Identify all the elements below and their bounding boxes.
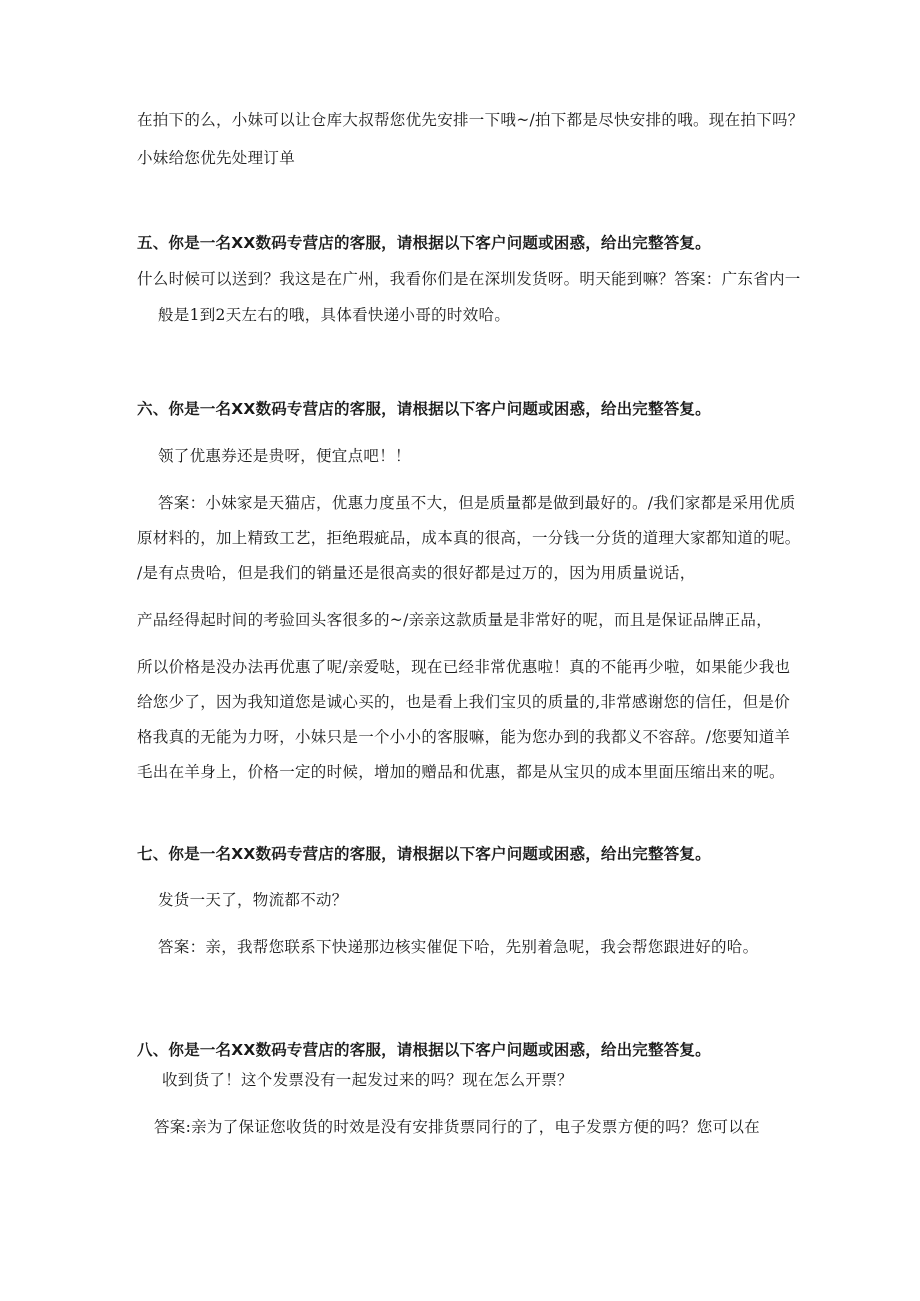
section-6-question: 领了优惠券还是贵呀，便宜点吧！！ <box>158 447 411 465</box>
section-5-heading: 五、你是一名XX数码专营店的客服，请根据以下客户问题或困惑，给出完整答复。 <box>137 234 711 252</box>
section-8-heading: 八、你是一名XX数码专营店的客服，请根据以下客户问题或困惑，给出完整答复。 <box>137 1041 711 1059</box>
section-6-answer-line-8: 毛出在羊身上，价格一定的时候，增加的赠品和优惠，都是从宝贝的成本里面压缩出来的呢。 <box>137 763 785 781</box>
intro-line-2: 小妹给您优先处理订单 <box>137 149 296 167</box>
section-6-answer-line-6: 给您少了，因为我知道您是诚心买的，也是看上我们宝贝的质量的,非常感谢您的信任，但是价 <box>137 693 791 711</box>
section-6-answer-line-3: /是有点贵哈，但是我们的销量还是很高卖的很好都是过万的，因为用质量说话， <box>137 564 696 582</box>
section-5-line-2: 般是1到2天左右的哦，具体看快递小哥的时效哈。 <box>158 306 511 324</box>
section-5-line-1: 什么时候可以送到？我这是在广州，我看你们是在深圳发货呀。明天能到嘛？答案：广东省内一 <box>137 270 801 288</box>
section-8-question: 收到货了！这个发票没有一起发过来的吗？现在怎么开票？ <box>162 1071 573 1089</box>
section-6-answer-line-5: 所以价格是没办法再优惠了呢/亲爱哒，现在已经非常优惠啦！真的不能再少啦，如果能少我也 <box>137 658 791 676</box>
section-6-answer-line-1: 答案：小妹家是天猫店，优惠力度虽不大，但是质量都是做到最好的。/我们家都是采用优质 <box>158 494 796 512</box>
section-6-answer-line-7: 格我真的无能为力呀，小妹只是一个小小的客服嘛，能为您办到的我都义不容辞。/您要知道羊 <box>137 728 791 746</box>
section-6-answer-line-4: 产品经得起时间的考验回头客很多的~/亲亲这款质量是非常好的呢，而且是保证品牌正品， <box>137 611 773 629</box>
section-7-question: 发货一天了，物流都不动？ <box>158 891 348 909</box>
section-6-answer-line-2: 原材料的，加上精致工艺，拒绝瑕疵品，成本真的很高，一分钱一分货的道理大家都知道的呢。 <box>137 529 801 547</box>
section-6-heading: 六、你是一名XX数码专营店的客服，请根据以下客户问题或困惑，给出完整答复。 <box>137 400 711 418</box>
section-7-answer: 答案：亲，我帮您联系下快递那边核实催促下哈，先别着急呢，我会帮您跟进好的哈。 <box>158 938 759 956</box>
section-7-heading: 七、你是一名XX数码专营店的客服，请根据以下客户问题或困惑，给出完整答复。 <box>137 845 711 863</box>
section-8-answer: 答案:亲为了保证您收货的时效是没有安排货票同行的了，电子发票方便的吗？您可以在 <box>154 1118 760 1136</box>
intro-line-1: 在拍下的么，小妹可以让仓库大叔帮您优先安排一下哦~/拍下都是尽快安排的哦。现在拍下吗？ <box>137 111 804 129</box>
